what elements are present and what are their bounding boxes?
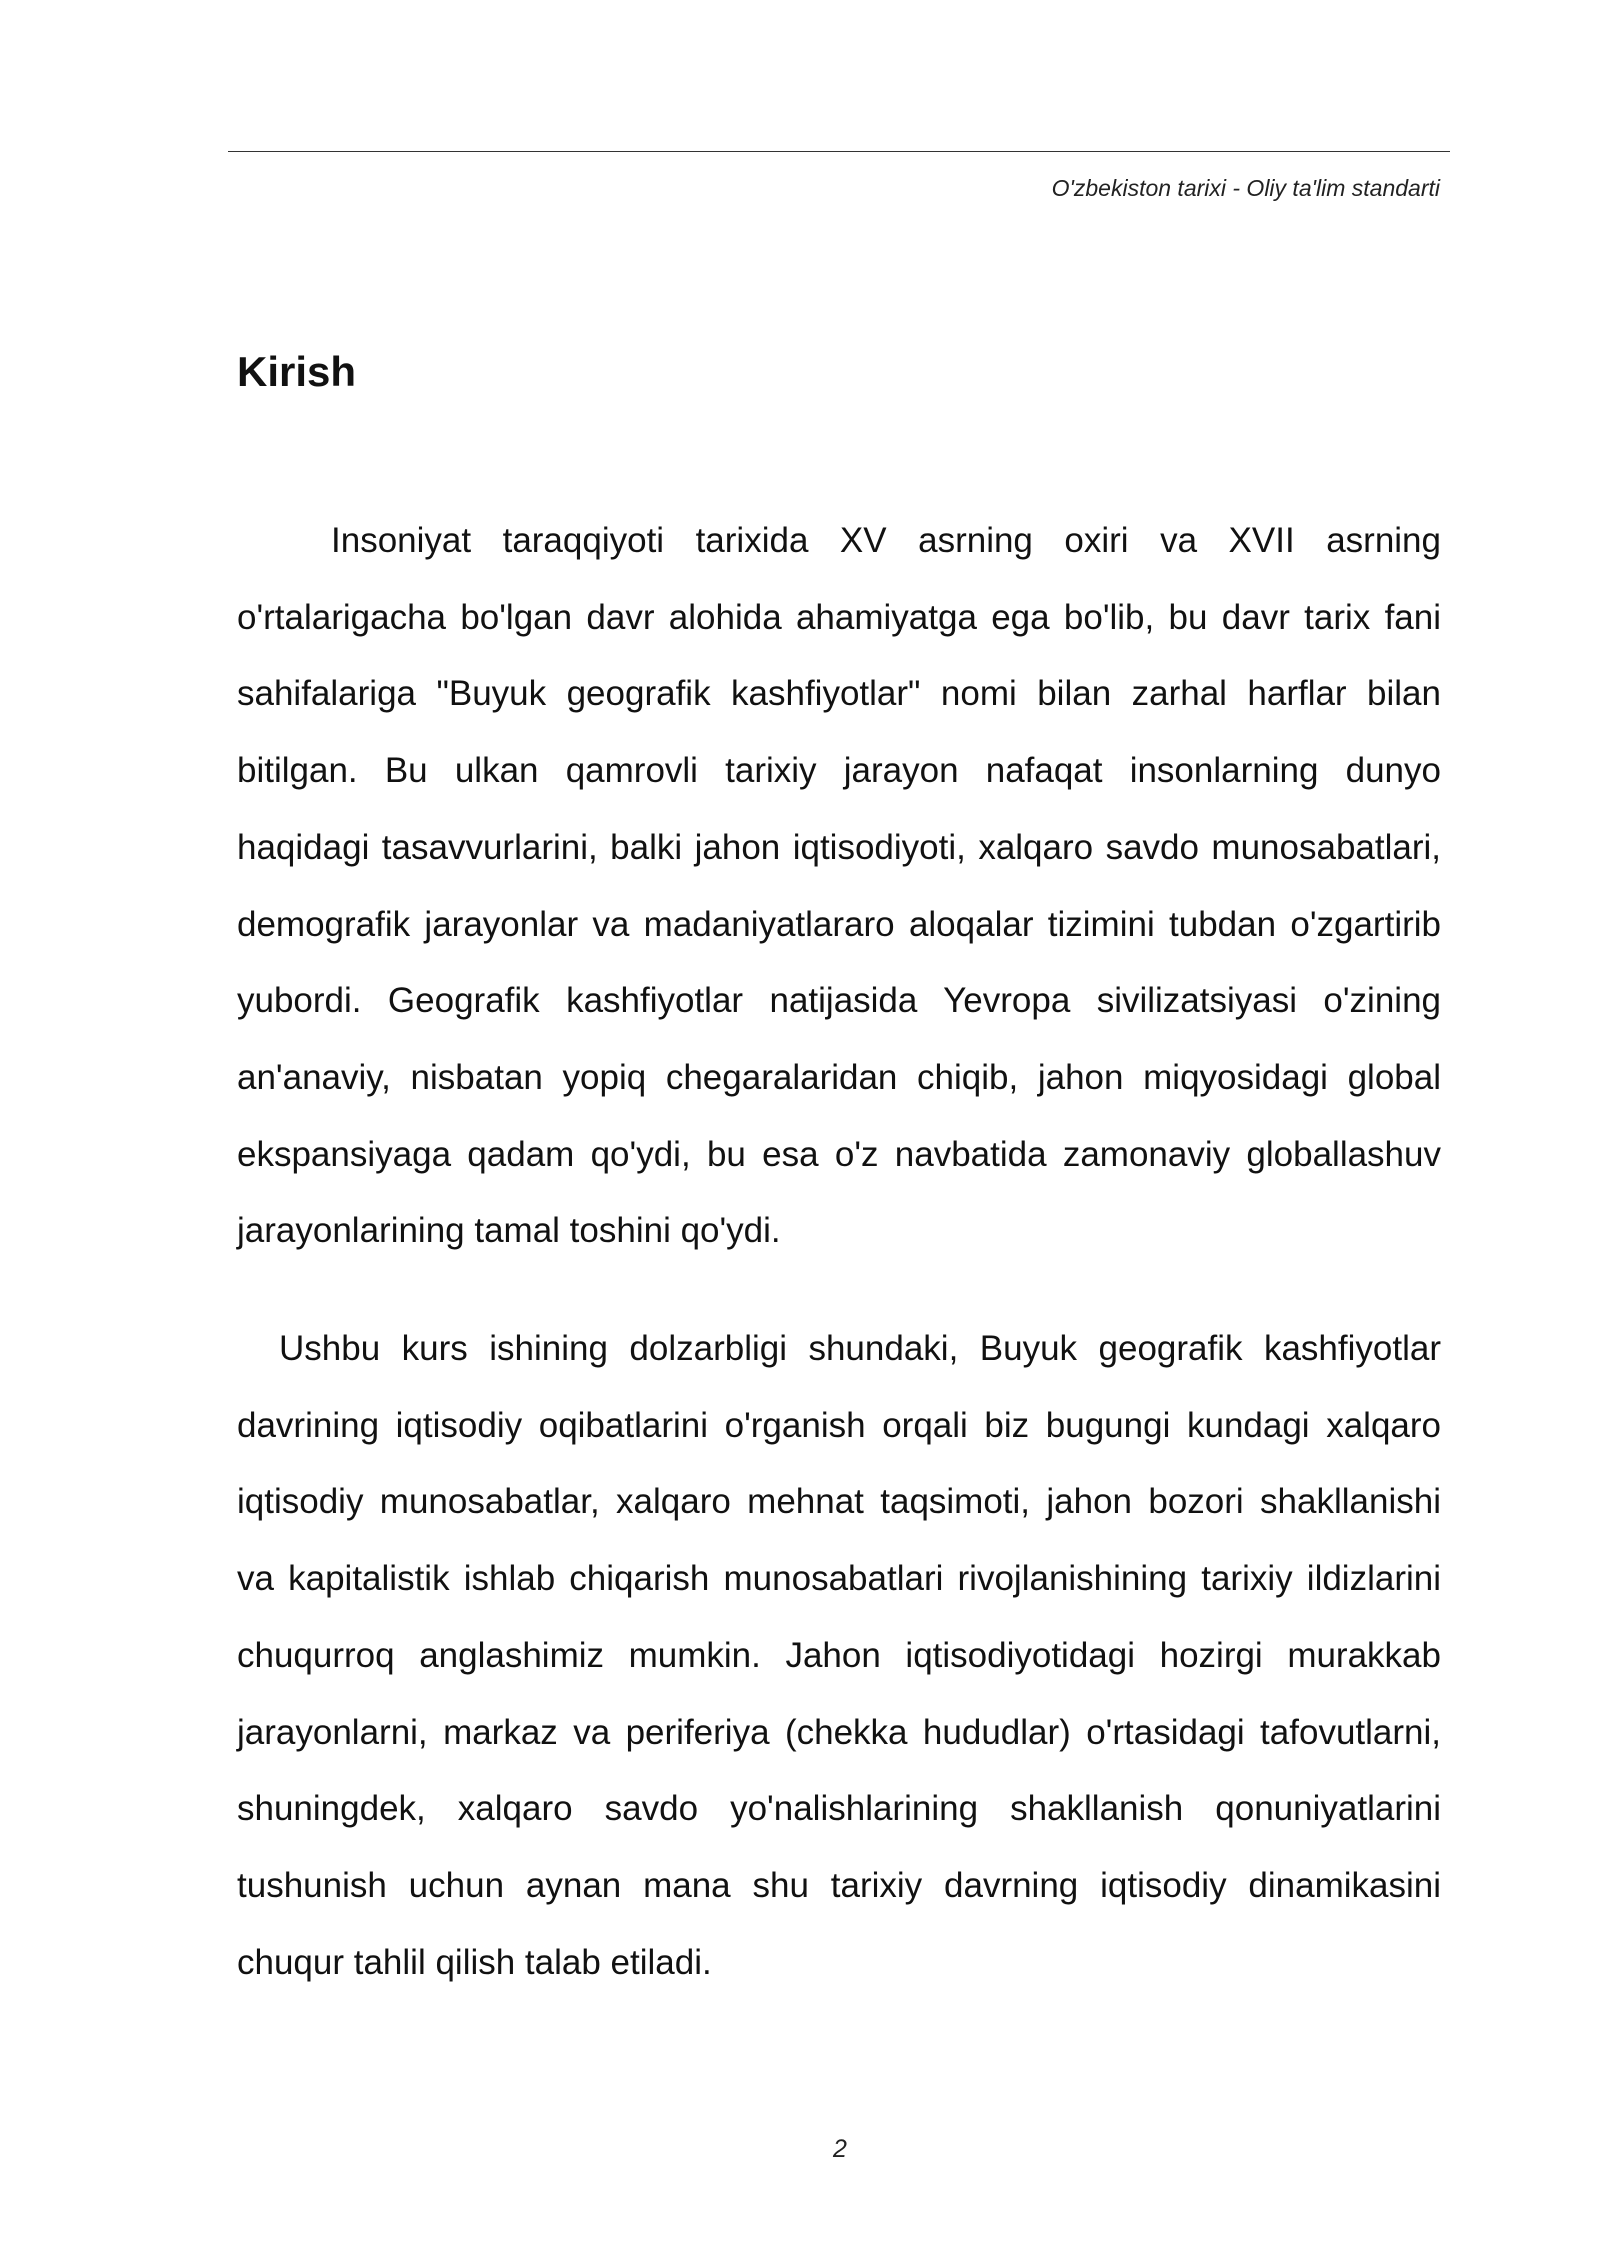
running-header: O'zbekiston tarixi - Oliy ta'lim standarti — [1051, 175, 1440, 201]
header-divider — [228, 151, 1450, 152]
body-paragraph-1: Insoniyat taraqqiyoti tarixida XV asrning oxiri va XVII asrning o'rtalarigacha bo'lgan davr alohida ahamiyatga ega bo'lib, bu davr tarix fani sahifalariga "Buyuk geografik kashfiyotlar" nomi bilan zarhal harflar bilan bitilgan. Bu ulkan qamrovli tarixiy jarayon nafaqat insonlarning dunyo haqidagi tasavvurlarini, balki jahon iqtisodiyoti, xalqaro savdo munosabatlari, demografik jarayonlar va madaniyatlararo aloqalar tizimini tubdan o'zgartirib yubordi. Geografik kashfiyotlar natijasida Yevropa sivilizatsiyasi o'zining an'anaviy, nisbatan yopiq chegaralaridan chiqib, jahon miqyosidagi global ekspansiyaga qadam qo'ydi, bu esa o'z navbatida zamonaviy globallashuv jarayonlarining tamal toshini qo'ydi. — [237, 521, 1441, 1251]
page-number: 2 — [833, 2135, 847, 2163]
body-paragraph-2: Ushbu kurs ishining dolzarbligi shundaki, Buyuk geografik kashfiyotlar davrining iqtisodiy oqibatlarini o'rganish orqali biz bugungi kundagi xalqaro iqtisodiy munosabatlar, xalqaro mehnat taqsimoti, jahon bozori shakllanishi va kapitalistik ishlab chiqarish munosabatlari rivojlanishining tarixiy ildizlarini chuqurroq anglashimiz mumkin. Jahon iqtisodiyotidagi hozirgi murakkab jarayonlarni, markaz va periferiya (chekka hududlar) o'rtasidagi tafovutlarni, shuningdek, xalqaro savdo yo'nalishlarining shakllanish qonuniyatlarini tushunish uchun aynan mana shu tarixiy davrning iqtisodiy dinamikasini chuqur tahlil qilish talab etiladi. — [237, 1329, 1441, 1982]
section-title: Kirish — [237, 348, 357, 395]
